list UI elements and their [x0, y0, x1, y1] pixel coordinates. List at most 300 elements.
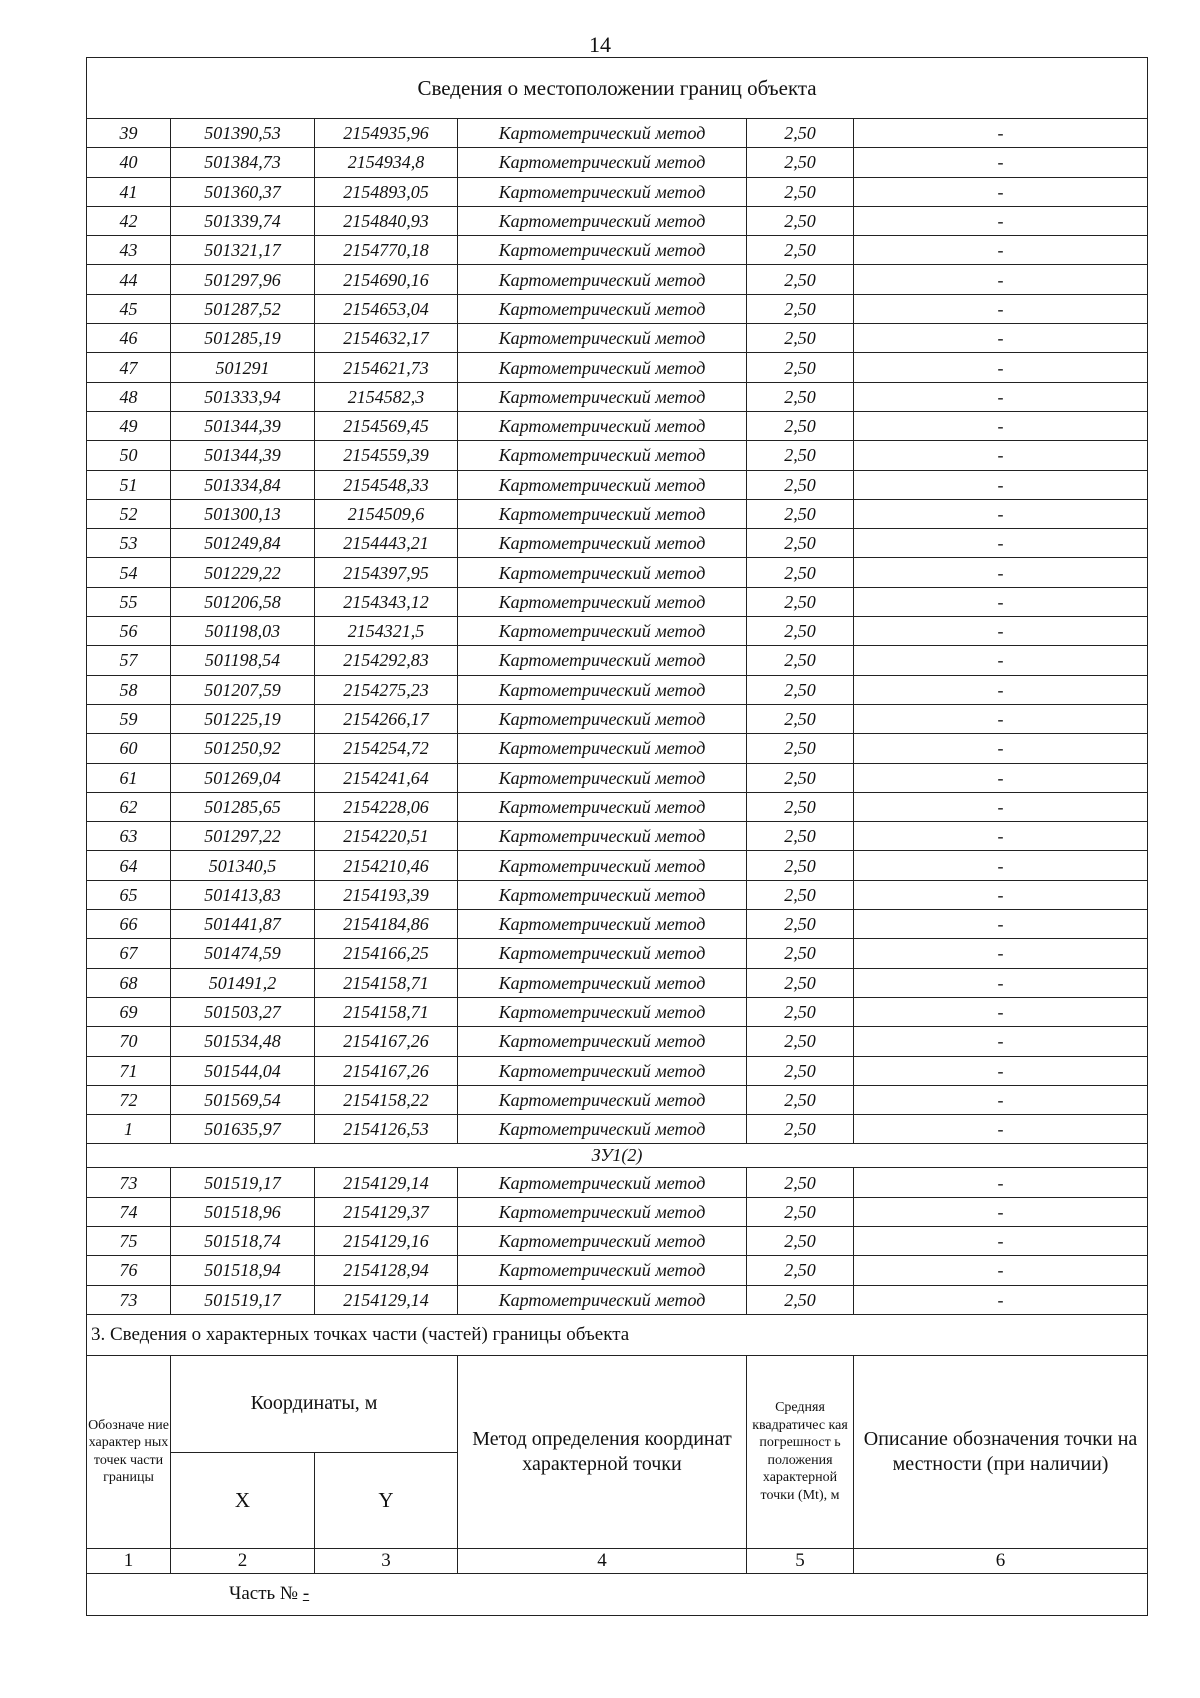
coord-x: 501390,53: [171, 119, 315, 148]
coord-y: 2154158,71: [315, 997, 458, 1026]
coord-x: 501384,73: [171, 148, 315, 177]
point-number: 39: [87, 119, 171, 148]
point-number: 49: [87, 411, 171, 440]
coord-y: 2154210,46: [315, 851, 458, 880]
method: Картометрический метод: [458, 294, 747, 323]
point-number: 41: [87, 177, 171, 206]
method: Картометрический метод: [458, 1115, 747, 1144]
coord-x: 501225,19: [171, 704, 315, 733]
coord-y: 2154266,17: [315, 704, 458, 733]
method: Картометрический метод: [458, 1226, 747, 1255]
point-description: -: [854, 939, 1148, 968]
header-x: X: [171, 1452, 315, 1548]
point-description: -: [854, 734, 1148, 763]
point-description: -: [854, 792, 1148, 821]
table-row: [87, 675, 1148, 704]
table-row: [87, 411, 1148, 440]
mean-error: 2,50: [747, 822, 854, 851]
point-description: -: [854, 441, 1148, 470]
table-row: [87, 265, 1148, 294]
table-row: [87, 851, 1148, 880]
coord-y: 2154690,16: [315, 265, 458, 294]
coord-y: 2154129,14: [315, 1168, 458, 1197]
mean-error: 2,50: [747, 236, 854, 265]
method: Картометрический метод: [458, 265, 747, 294]
table-row: [87, 734, 1148, 763]
coord-x: 501206,58: [171, 587, 315, 616]
coord-x: 501360,37: [171, 177, 315, 206]
table-row: [87, 119, 1148, 148]
method: Картометрический метод: [458, 1056, 747, 1085]
coord-x: 501503,27: [171, 997, 315, 1026]
table-row: [87, 177, 1148, 206]
mean-error: 2,50: [747, 353, 854, 382]
coord-y: 2154166,25: [315, 939, 458, 968]
coord-y: 2154129,16: [315, 1226, 458, 1255]
coord-x: 501333,94: [171, 382, 315, 411]
mean-error: 2,50: [747, 411, 854, 440]
table-row: [87, 206, 1148, 235]
table-row: [87, 968, 1148, 997]
table-title-row: [87, 58, 1148, 119]
coord-y: 2154935,96: [315, 119, 458, 148]
mean-error: 2,50: [747, 1285, 854, 1314]
table-row: [87, 1115, 1148, 1144]
coord-x: 501250,92: [171, 734, 315, 763]
coord-y: 2154220,51: [315, 822, 458, 851]
method: Картометрический метод: [458, 353, 747, 382]
table-row: [87, 1027, 1148, 1056]
point-number: 75: [87, 1226, 171, 1255]
mean-error: 2,50: [747, 734, 854, 763]
coord-x: 501474,59: [171, 939, 315, 968]
point-description: -: [854, 177, 1148, 206]
mean-error: 2,50: [747, 1027, 854, 1056]
mean-error: 2,50: [747, 1256, 854, 1285]
table-row: [87, 1056, 1148, 1085]
method: Картометрический метод: [458, 792, 747, 821]
header-mean-error: Средняя квадратичес кая погрешност ь положения характерной точки (Mt), м: [747, 1355, 854, 1548]
coord-x: 501340,5: [171, 851, 315, 880]
method: Картометрический метод: [458, 997, 747, 1026]
mean-error: 2,50: [747, 499, 854, 528]
method: Картометрический метод: [458, 499, 747, 528]
point-description: -: [854, 529, 1148, 558]
mean-error: 2,50: [747, 206, 854, 235]
coord-y: 2154193,39: [315, 880, 458, 909]
point-description: -: [854, 411, 1148, 440]
coord-x: 501518,74: [171, 1226, 315, 1255]
header-description: Описание обозначения точки на местности (при наличии): [854, 1355, 1148, 1548]
point-number: 66: [87, 910, 171, 939]
coord-y: 2154167,26: [315, 1056, 458, 1085]
method: Картометрический метод: [458, 382, 747, 411]
coord-y: 2154343,12: [315, 587, 458, 616]
coord-x: 501321,17: [171, 236, 315, 265]
coord-y: 2154126,53: [315, 1115, 458, 1144]
coord-x: 501519,17: [171, 1285, 315, 1314]
header-point-designation: Обозначе ние характер ных точек части границы: [87, 1355, 171, 1548]
mean-error: 2,50: [747, 587, 854, 616]
coord-y: 2154184,86: [315, 910, 458, 939]
table-title: Сведения о местоположении границ объекта: [87, 58, 1148, 119]
mean-error: 2,50: [747, 324, 854, 353]
coord-y: 2154241,64: [315, 763, 458, 792]
point-description: -: [854, 148, 1148, 177]
coord-y: 2154582,3: [315, 382, 458, 411]
point-number: 73: [87, 1285, 171, 1314]
point-description: -: [854, 353, 1148, 382]
method: Картометрический метод: [458, 470, 747, 499]
point-number: 63: [87, 822, 171, 851]
table-row: [87, 997, 1148, 1026]
coord-x: 501198,03: [171, 617, 315, 646]
mean-error: 2,50: [747, 1168, 854, 1197]
point-number: 64: [87, 851, 171, 880]
mean-error: 2,50: [747, 1226, 854, 1255]
coord-y: 2154621,73: [315, 353, 458, 382]
point-number: 44: [87, 265, 171, 294]
table-row: [87, 939, 1148, 968]
table-row: [87, 617, 1148, 646]
mean-error: 2,50: [747, 119, 854, 148]
method: Картометрический метод: [458, 411, 747, 440]
coord-x: 501285,65: [171, 792, 315, 821]
coord-x: 501285,19: [171, 324, 315, 353]
table-row: [87, 910, 1148, 939]
point-description: -: [854, 206, 1148, 235]
point-description: -: [854, 587, 1148, 616]
coord-x: 501413,83: [171, 880, 315, 909]
method: Картометрический метод: [458, 704, 747, 733]
method: Картометрический метод: [458, 822, 747, 851]
mean-error: 2,50: [747, 910, 854, 939]
coord-y: 2154770,18: [315, 236, 458, 265]
mean-error: 2,50: [747, 675, 854, 704]
coord-x: 501491,2: [171, 968, 315, 997]
mean-error: 2,50: [747, 1085, 854, 1114]
coord-x: 501287,52: [171, 294, 315, 323]
point-number: 45: [87, 294, 171, 323]
coord-y: 2154840,93: [315, 206, 458, 235]
coord-x: 501544,04: [171, 1056, 315, 1085]
point-description: -: [854, 617, 1148, 646]
point-description: -: [854, 265, 1148, 294]
coord-y: 2154443,21: [315, 529, 458, 558]
point-number: 52: [87, 499, 171, 528]
coord-y: 2154893,05: [315, 177, 458, 206]
method: Картометрический метод: [458, 617, 747, 646]
point-number: 58: [87, 675, 171, 704]
point-number: 46: [87, 324, 171, 353]
point-description: -: [854, 1056, 1148, 1085]
method: Картометрический метод: [458, 236, 747, 265]
point-number: 51: [87, 470, 171, 499]
mean-error: 2,50: [747, 177, 854, 206]
part-label: Часть №: [229, 1583, 299, 1605]
mean-error: 2,50: [747, 792, 854, 821]
table-row: [87, 470, 1148, 499]
column-number: 4: [458, 1548, 747, 1573]
boundary-table: [86, 57, 1148, 1616]
coord-x: 501291: [171, 353, 315, 382]
method: Картометрический метод: [458, 851, 747, 880]
point-number: 40: [87, 148, 171, 177]
mean-error: 2,50: [747, 704, 854, 733]
coord-x: 501518,94: [171, 1256, 315, 1285]
point-description: -: [854, 646, 1148, 675]
method: Картометрический метод: [458, 324, 747, 353]
column-number-row: [87, 1548, 1148, 1573]
column-number: 5: [747, 1548, 854, 1573]
coord-y: 2154509,6: [315, 499, 458, 528]
mean-error: 2,50: [747, 441, 854, 470]
point-number: 59: [87, 704, 171, 733]
point-number: 43: [87, 236, 171, 265]
point-description: -: [854, 997, 1148, 1026]
method: Картометрический метод: [458, 177, 747, 206]
coord-y: 2154934,8: [315, 148, 458, 177]
point-description: -: [854, 1115, 1148, 1144]
table-row: [87, 1085, 1148, 1114]
method: Картометрический метод: [458, 880, 747, 909]
point-number: 70: [87, 1027, 171, 1056]
table-row: [87, 499, 1148, 528]
mean-error: 2,50: [747, 939, 854, 968]
coord-x: 501339,74: [171, 206, 315, 235]
section3-title-row: [87, 1314, 1148, 1355]
header-coordinates: Координаты, м: [171, 1355, 458, 1452]
point-description: -: [854, 968, 1148, 997]
table-row: [87, 382, 1148, 411]
table-row: [87, 529, 1148, 558]
method: Картометрический метод: [458, 558, 747, 587]
point-description: -: [854, 499, 1148, 528]
table-row: [87, 441, 1148, 470]
point-description: -: [854, 382, 1148, 411]
point-number: 47: [87, 353, 171, 382]
point-description: -: [854, 910, 1148, 939]
coord-x: 501518,96: [171, 1197, 315, 1226]
point-description: -: [854, 294, 1148, 323]
mean-error: 2,50: [747, 382, 854, 411]
coord-y: 2154292,83: [315, 646, 458, 675]
method: Картометрический метод: [458, 148, 747, 177]
coord-y: 2154275,23: [315, 675, 458, 704]
method: Картометрический метод: [458, 587, 747, 616]
subsection-row: [87, 1144, 1148, 1168]
point-number: 50: [87, 441, 171, 470]
mean-error: 2,50: [747, 851, 854, 880]
mean-error: 2,50: [747, 148, 854, 177]
coord-y: 2154128,94: [315, 1256, 458, 1285]
coord-x: 501229,22: [171, 558, 315, 587]
point-number: 74: [87, 1197, 171, 1226]
section3-title: 3. Сведения о характерных точках части (частей) границы объекта: [87, 1314, 1148, 1355]
method: Картометрический метод: [458, 1285, 747, 1314]
coord-x: 501300,13: [171, 499, 315, 528]
point-description: -: [854, 1256, 1148, 1285]
point-description: -: [854, 558, 1148, 587]
coord-y: 2154129,37: [315, 1197, 458, 1226]
method: Картометрический метод: [458, 529, 747, 558]
mean-error: 2,50: [747, 968, 854, 997]
point-number: 71: [87, 1056, 171, 1085]
table-row: [87, 880, 1148, 909]
coord-y: 2154321,5: [315, 617, 458, 646]
point-number: 48: [87, 382, 171, 411]
table-row: [87, 1285, 1148, 1314]
point-description: -: [854, 880, 1148, 909]
mean-error: 2,50: [747, 763, 854, 792]
table-row: [87, 324, 1148, 353]
point-description: -: [854, 675, 1148, 704]
coord-y: 2154158,22: [315, 1085, 458, 1114]
point-description: -: [854, 763, 1148, 792]
point-number: 73: [87, 1168, 171, 1197]
mean-error: 2,50: [747, 880, 854, 909]
point-number: 69: [87, 997, 171, 1026]
section3-header-row: [87, 1355, 1148, 1452]
point-number: 54: [87, 558, 171, 587]
point-description: -: [854, 470, 1148, 499]
method: Картометрический метод: [458, 763, 747, 792]
point-description: -: [854, 822, 1148, 851]
coord-x: 501344,39: [171, 411, 315, 440]
coord-x: 501569,54: [171, 1085, 315, 1114]
coord-y: 2154254,72: [315, 734, 458, 763]
part-cell: [87, 1573, 1148, 1615]
header-method: Метод определения координат характерной точки: [458, 1355, 747, 1548]
table-row: [87, 587, 1148, 616]
method: Картометрический метод: [458, 675, 747, 704]
column-number: 3: [315, 1548, 458, 1573]
coord-y: 2154548,33: [315, 470, 458, 499]
point-number: 62: [87, 792, 171, 821]
column-number: 2: [171, 1548, 315, 1573]
point-number: 56: [87, 617, 171, 646]
point-number: 65: [87, 880, 171, 909]
mean-error: 2,50: [747, 470, 854, 499]
column-number: 1: [87, 1548, 171, 1573]
part-row: [87, 1573, 1148, 1615]
coord-y: 2154228,06: [315, 792, 458, 821]
coord-y: 2154632,17: [315, 324, 458, 353]
mean-error: 2,50: [747, 1115, 854, 1144]
method: Картометрический метод: [458, 910, 747, 939]
coord-y: 2154569,45: [315, 411, 458, 440]
point-number: 60: [87, 734, 171, 763]
point-description: -: [854, 1285, 1148, 1314]
table-row: [87, 1226, 1148, 1255]
point-number: 61: [87, 763, 171, 792]
coord-x: 501344,39: [171, 441, 315, 470]
mean-error: 2,50: [747, 265, 854, 294]
method: Картометрический метод: [458, 1168, 747, 1197]
mean-error: 2,50: [747, 558, 854, 587]
point-description: -: [854, 236, 1148, 265]
method: Картометрический метод: [458, 939, 747, 968]
coord-y: 2154158,71: [315, 968, 458, 997]
method: Картометрический метод: [458, 1085, 747, 1114]
point-number: 1: [87, 1115, 171, 1144]
mean-error: 2,50: [747, 617, 854, 646]
coord-x: 501635,97: [171, 1115, 315, 1144]
mean-error: 2,50: [747, 294, 854, 323]
table-row: [87, 353, 1148, 382]
table-row: [87, 1168, 1148, 1197]
coord-x: 501269,04: [171, 763, 315, 792]
coord-y: 2154559,39: [315, 441, 458, 470]
coord-y: 2154397,95: [315, 558, 458, 587]
mean-error: 2,50: [747, 646, 854, 675]
table-row: [87, 558, 1148, 587]
coord-x: 501198,54: [171, 646, 315, 675]
point-description: -: [854, 119, 1148, 148]
coord-y: 2154653,04: [315, 294, 458, 323]
table-row: [87, 822, 1148, 851]
table-row: [87, 763, 1148, 792]
table-row: [87, 148, 1148, 177]
method: Картометрический метод: [458, 1027, 747, 1056]
point-description: -: [854, 1168, 1148, 1197]
point-description: -: [854, 1027, 1148, 1056]
point-number: 55: [87, 587, 171, 616]
table-row: [87, 236, 1148, 265]
table-row: [87, 704, 1148, 733]
method: Картометрический метод: [458, 734, 747, 763]
coord-x: 501297,22: [171, 822, 315, 851]
page-number: 14: [589, 32, 611, 57]
coord-x: 501207,59: [171, 675, 315, 704]
point-number: 67: [87, 939, 171, 968]
column-number: 6: [854, 1548, 1148, 1573]
table-row: [87, 646, 1148, 675]
method: Картометрический метод: [458, 441, 747, 470]
table-row: [87, 294, 1148, 323]
coord-y: 2154167,26: [315, 1027, 458, 1056]
point-description: -: [854, 1226, 1148, 1255]
mean-error: 2,50: [747, 997, 854, 1026]
point-number: 42: [87, 206, 171, 235]
coord-y: 2154129,14: [315, 1285, 458, 1314]
header-y: Y: [315, 1452, 458, 1548]
point-number: 57: [87, 646, 171, 675]
point-description: -: [854, 324, 1148, 353]
point-number: 68: [87, 968, 171, 997]
coord-x: 501297,96: [171, 265, 315, 294]
table-row: [87, 1256, 1148, 1285]
method: Картометрический метод: [458, 1256, 747, 1285]
coord-x: 501249,84: [171, 529, 315, 558]
point-description: -: [854, 851, 1148, 880]
method: Картометрический метод: [458, 1197, 747, 1226]
part-value: -: [302, 1583, 310, 1605]
point-description: -: [854, 704, 1148, 733]
mean-error: 2,50: [747, 1197, 854, 1226]
method: Картометрический метод: [458, 119, 747, 148]
mean-error: 2,50: [747, 529, 854, 558]
table-row: [87, 1197, 1148, 1226]
method: Картометрический метод: [458, 968, 747, 997]
subsection-label: ЗУ1(2): [87, 1144, 1148, 1168]
point-description: -: [854, 1197, 1148, 1226]
point-number: 76: [87, 1256, 171, 1285]
coord-x: 501441,87: [171, 910, 315, 939]
point-number: 72: [87, 1085, 171, 1114]
point-number: 53: [87, 529, 171, 558]
table-row: [87, 792, 1148, 821]
